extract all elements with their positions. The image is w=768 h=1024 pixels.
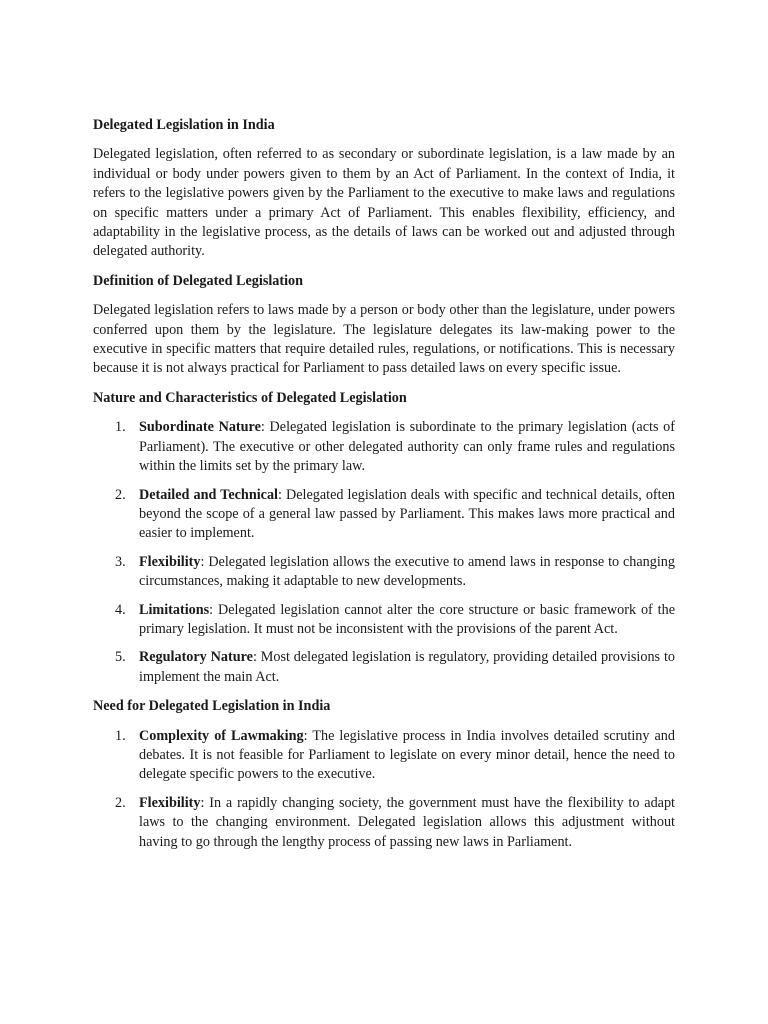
list-term: Regulatory Nature [139, 649, 253, 666]
need-heading: Need for Delegated Legislation in India [93, 698, 331, 715]
list-text: : Delegated legislation deals with specific and technical details, often beyond the scope of a general law passed by Parliament. This makes laws more practical and easier to implement. [139, 486, 675, 542]
list-term: Flexibility [139, 794, 201, 811]
list-text: : Delegated legislation is subordinate to the primary legislation (acts of Parliament). The executive or other delegated authority can only frame rules and regulations within the limits set by the primary law. [139, 419, 675, 475]
list-item [93, 418, 675, 476]
list-text: : Delegated legislation allows the executive to amend laws in response to changing circumstances, making it adaptable to new developments. [139, 553, 675, 590]
list-item [93, 553, 675, 592]
list-number: 3. [115, 553, 126, 570]
definition-heading: Definition of Delegated Legislation [93, 272, 304, 289]
list-term: Complexity of Lawmaking [139, 727, 304, 744]
list-number: 1. [115, 419, 126, 436]
list-number: 4. [115, 601, 126, 618]
need-list [93, 727, 675, 852]
list-item [93, 648, 675, 687]
list-number: 5. [115, 649, 126, 666]
list-item [93, 794, 675, 852]
nature-list [93, 418, 675, 687]
list-item [93, 601, 675, 640]
list-text: : Delegated legislation cannot alter the core structure or basic framework of the primary legislation. It must not be inconsistent with the provisions of the parent Act. [139, 601, 675, 637]
list-term: Flexibility [139, 553, 201, 570]
list-text: : The legislative process in India involves detailed scrutiny and debates. It is not feasible for Parliament to legislate on every minor detail, hence the need to delegate specific powers to the executive. [139, 727, 675, 783]
nature-heading: Nature and Characteristics of Delegated Legislation [93, 389, 407, 406]
list-term: Detailed and Technical [139, 486, 278, 503]
document-title: Delegated Legislation in India [93, 117, 275, 133]
list-number: 2. [115, 486, 126, 503]
list-text: : Most delegated legislation is regulatory, providing detailed provisions to implement the main Act. [139, 649, 675, 685]
list-text: : In a rapidly changing society, the government must have the flexibility to adapt laws to the changing environment. Delegated legislation allows this adjustment without having to go through the lengthy process of passing new laws in Parliament. [139, 794, 675, 850]
document-page [93, 116, 675, 862]
list-term: Limitations [139, 601, 210, 618]
definition-paragraph: Delegated legislation refers to laws made by a person or body other than the legislature, under powers conferred upon them by the legislature. The legislature delegates its law-making power to the executive in specific matters that require detailed rules, regulations, or notifications. This is necessary because it is not always practical for Parliament to pass detailed laws on every specific issue. [93, 302, 675, 377]
list-term: Subordinate Nature [139, 419, 261, 436]
list-item [93, 486, 675, 544]
intro-paragraph: Delegated legislation, often referred to as secondary or subordinate legislation, is a law made by an individual or body under powers given to them by an Act of Parliament. In the context of India, it refers to the legislative powers given by the Parliament to the executive to make laws and regulations on specific matters under a primary Act of Parliament. This enables flexibility, efficiency, and adaptability in the legislative process, as the details of laws can be worked out and adjusted through delegated authority. [93, 146, 675, 260]
list-item [93, 727, 675, 785]
list-number: 1. [115, 727, 126, 744]
list-number: 2. [115, 794, 126, 811]
